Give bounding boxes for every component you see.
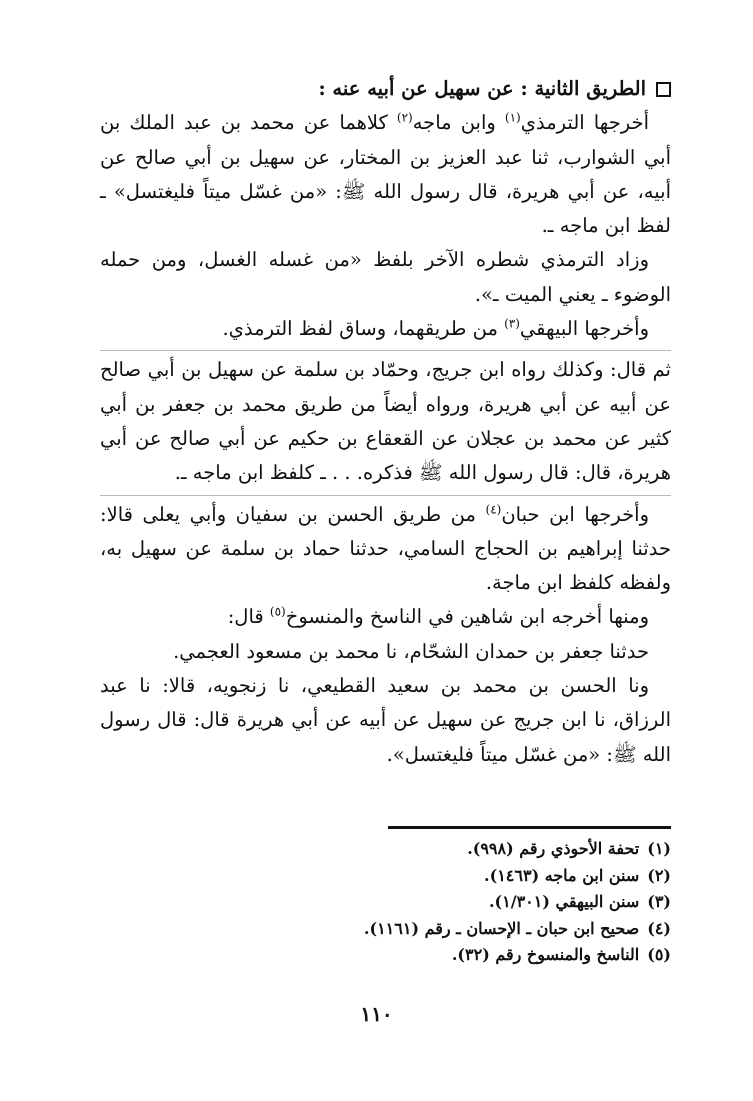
paragraph-4: ثم قال: وكذلك رواه ابن جريج، وحمّاد بن سلمة عن سهيل بن أبي صالح عن أبيه عن أبي هريرة، ورواه أيضاً من طريق محمد بن جعفر بن أبي كثير عن محمد بن عجلان عن القعقاع بن حكيم عن أبي صالح عن أبي هريرة، قال: قال رسول الله ﷺ فذكره. . . ـ كلفظ ابن ماجه ـ.: [100, 358, 671, 485]
paragraph-8: ونا الحسن بن محمد بن سعيد القطيعي، نا زنجويه، قالا: نا عبد الرزاق، نا ابن جريج عن سهيل عن أبيه عن أبي هريرة قال: قال رسول الله ﷺ: «من غسّل ميتاً فليغتسل».: [100, 674, 671, 766]
paragraph-2: وزاد الترمذي شطره الآخر بلفظ «من غسله الغسل، ومن حمله الوضوء ـ يعني الميت ـ».: [100, 248, 671, 306]
footnote-2: (٢)سنن ابن ماجه (١٤٦٣).: [484, 865, 671, 885]
paragraph-1: أخرجها الترمذي$^{(١)}$ وابن ماجه$^{(٢)}$ كلاهما عن محمد بن عبد الملك بن أبي الشوارب، ثنا عبد العزيز بن المختار، عن سهيل بن أبي صالح عن أبيه، عن أبي هريرة، قال رسول الله ﷺ: «من غسّل ميتاً فليغتسل» ـ لفظ ابن ماجه ـ.: [100, 110, 671, 238]
footnote-ref-3[interactable]: (٣): [504, 316, 520, 331]
paragraph-7: حدثنا جعفر بن حمدان الشحّام، نا محمد بن مسعود العجمي.: [173, 639, 649, 663]
paragraph-5: وأخرجها ابن حبان$^{(٤)}$ من طريق الحسن بن سفيان وأبي يعلى قالا: حدثنا إبراهيم بن الحجاج السامي، حدثنا حماد بن سلمة عن سهيل به، ولفظه كلفظ ابن ماجة.: [100, 502, 671, 595]
footnote-5: (٥)الناسخ والمنسوخ رقم (٣٢).: [451, 945, 671, 964]
main-text: [100, 72, 671, 772]
footnote-ref-2[interactable]: (٢): [396, 110, 413, 125]
square-bullet-icon: [656, 82, 671, 97]
footnote-ref-5[interactable]: (٥): [269, 604, 286, 619]
footnote-1: (١)تحفة الأحوذي رقم (٩٩٨).: [467, 839, 671, 858]
paragraph-3: وأخرجها البيهقي$^{(٣)}$ من طريقهما، وساق لفظ الترمذي.: [222, 316, 649, 341]
divider: [100, 350, 671, 351]
page-number: ١١٠: [360, 1002, 393, 1026]
paragraph-6: ومنها أخرجه ابن شاهين في الناسخ والمنسوخ$^{(٥)}$ قال:: [227, 604, 649, 629]
footnote-ref-1[interactable]: (١): [504, 110, 521, 125]
footnote-ref-4[interactable]: (٤): [485, 502, 502, 517]
footnotes: [100, 836, 671, 969]
section-heading: [100, 72, 671, 106]
footnote-3: (٣)سنن البيهقي (١/٣٠١).: [488, 892, 671, 911]
footnote-rule: [388, 826, 671, 829]
divider: [100, 495, 671, 496]
section-heading-text: الطريق الثانية : عن سهيل عن أبيه عنه :: [318, 77, 646, 100]
footnote-4: (٤)صحيح ابن حبان ـ الإحسان ـ رقم (١١٦١).: [363, 918, 671, 938]
